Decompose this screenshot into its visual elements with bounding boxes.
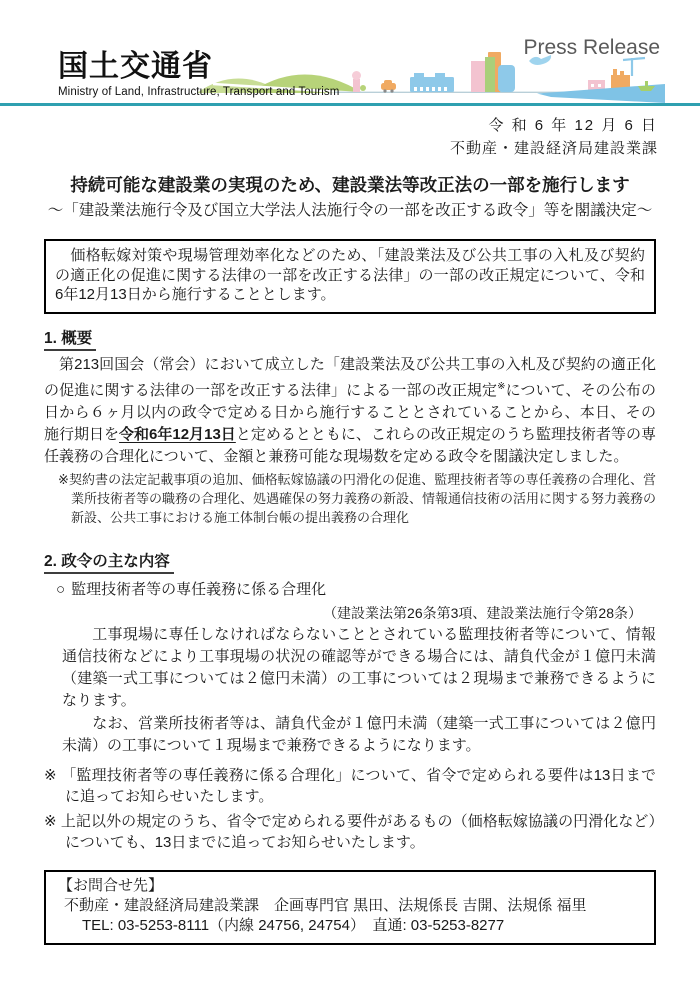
circle-bullet-icon: ○ xyxy=(56,580,66,598)
summary-box: 価格転嫁対策や現場管理効率化などのため、「建設業法及び公共工事の入札及び契約の適正化の促進に関する法律の一部を改正する法律」の一部の改正規定について、令和6年12月13日から施行することとします。 xyxy=(44,239,656,314)
teal-divider xyxy=(0,103,700,106)
section-overview xyxy=(44,314,656,527)
section1-paragraph xyxy=(44,354,656,468)
section2-item xyxy=(56,579,656,600)
followup-note-1: ※ 「監理技術者等の専任義務に係る合理化」について、省令で定められる要件は13日までに追ってお知らせいたします。 xyxy=(44,766,656,805)
document-meta xyxy=(0,115,700,159)
section2-paragraph1: 工事現場に専任しなければならないこととされている監理技術者等について、情報通信技術などにより工事現場の状況の確認等ができる場合には、請負代金が１億円未満（建築一式工事については２億円未満）の工事については２現場まで兼務できるようになります。 xyxy=(62,625,656,709)
press-release-label: Press Release xyxy=(523,36,660,59)
section2-heading: 2. 政令の主な内容 xyxy=(44,549,174,574)
section2-item-title: 監理技術者等の専任義務に係る合理化 xyxy=(71,580,327,598)
mlit-logo xyxy=(58,50,339,98)
section1-text-part1: 第213回国会（常会）において成立した「建設業法及び公共工事の入札及び契約の適正化の促進に関する法律の一部を改正する法律」による一部の改正規定 xyxy=(44,355,656,399)
house-icon xyxy=(352,71,366,92)
contact-phone: TEL: 03-5253-8111（内線 24756, 24754） 直通: 03-5253-8277 xyxy=(82,916,505,934)
buildings-icon xyxy=(471,52,515,92)
train-icon xyxy=(410,73,454,92)
followup-note-2: ※ 上記以外の規定のうち、省令で定められる要件があるもの（価格転嫁協議の円滑化など）についても、13日までに追ってお知らせいたします。 xyxy=(44,812,656,851)
section1-text-part2: について、その公布の日から６ヶ月以内の政令で定める日から施行することとされていることから、本日、その施行期日を xyxy=(44,381,656,443)
car-icon xyxy=(381,80,396,93)
agency-name-en: Ministry of Land, Infrastructure, Transport and Tourism xyxy=(58,86,340,98)
contact-persons: 不動産・建設経済局建設業課 企画専門官 黒田、法規係長 吉開、法規係 福里 xyxy=(64,896,587,914)
contact-heading: 【お問合せ先】 xyxy=(58,876,164,894)
legal-reference: （建設業法第26条第3項、建設業法施行令第28条） xyxy=(323,604,642,621)
agency-name-jp: 国土交通省 xyxy=(58,50,213,83)
section-cabinet-order xyxy=(44,527,656,854)
page-subtitle: ～「建設業法施行令及び国立大学法人法施行令の一部を改正する政令」等を閣議決定～ xyxy=(47,202,653,219)
page-title: 持続可能な建設業の実現のため、建設業法等改正法の一部を施行します xyxy=(70,175,630,195)
section1-heading: 1. 概要 xyxy=(44,326,96,351)
section1-text-part3: と定めるとともに、これらの改正規定のうち監理技術者等の専任義務の合理化について、金額と兼務可能な現場数を定める政令を閣議決定しました。 xyxy=(44,425,656,465)
page-header xyxy=(0,0,700,106)
section2-paragraph2: なお、営業所技術者等は、請負代金が１億円未満（建築一式工事については２億円未満）の工事について１現場まで兼務できるようになります。 xyxy=(62,714,656,754)
effective-date-emphasis: 令和6年12月13日 xyxy=(119,425,236,443)
release-date: 令 和 6 年 12 月 6 日 xyxy=(488,117,658,134)
contact-box xyxy=(44,870,656,945)
reference-mark: ※ xyxy=(497,380,506,392)
section1-footnote: ※契約書の法定記載事項の追加、価格転嫁協議の円滑化の促進、監理技術者等の専任義務の合理化、営業所技術者等の職務の合理化、処遇確保の努力義務の新設、情報通信技術の活用に関する努力義務の新設、公共工事における施工体制台帳の提出義務の合理化 xyxy=(58,471,657,525)
issuing-department: 不動産・建設経済局建設業課 xyxy=(449,140,658,157)
crane-icon xyxy=(623,58,645,76)
